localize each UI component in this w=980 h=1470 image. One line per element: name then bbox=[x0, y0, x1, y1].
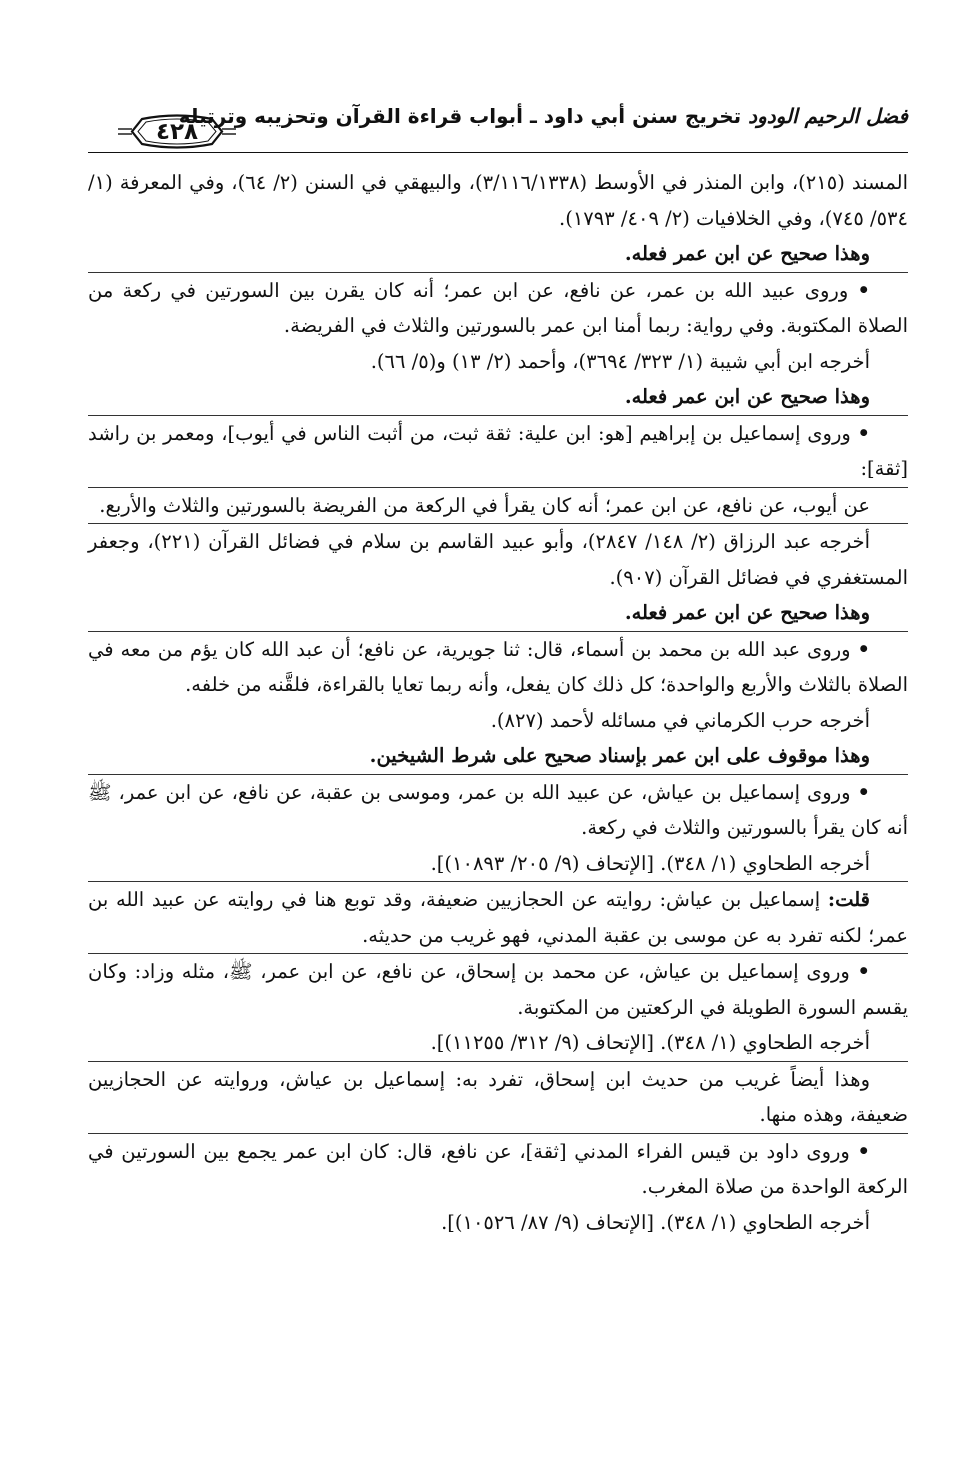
paragraph-text: أخرجه حرب الكرماني في مسائله لأحمد (٨٢٧). bbox=[490, 708, 870, 732]
paragraph-15 bbox=[88, 881, 908, 953]
paragraph-text: أخرجه ابن أبي شيبة (١/ ٣٢٣/ ٣٦٩٤)، وأحمد (٢/ ١٣) و(٥/ ٦٦). bbox=[370, 349, 870, 373]
paragraph-2 bbox=[88, 236, 908, 272]
paragraph-11 bbox=[88, 703, 908, 739]
paragraph-12 bbox=[88, 738, 908, 774]
page-body bbox=[88, 165, 908, 1240]
running-title bbox=[178, 104, 908, 128]
paragraph-text: المسند (٢١٥)، وابن المنذر في الأوسط (٣/١١٦/١٣٣٨)، والبيهقي في السنن (٢/ ٦٤)، وفي المعرفة (١/ ٥٣٤/ ٧٤٥)، وفي الخلافيات (٢/ ٤٠٩/ ١٧٩٣). bbox=[88, 171, 908, 230]
page-number: ٤٢٨ bbox=[155, 119, 199, 145]
bullet-icon: • bbox=[857, 780, 870, 804]
paragraph-text: أخرجه الطحاوي (١/ ٣٤٨). [الإتحاف (٩/ ٢٠٥/ ١٠٨٩٣)]. bbox=[430, 851, 870, 875]
paragraph-6 bbox=[88, 415, 908, 487]
running-title-text: تخريج سنن أبي داود ـ أبواب قراءة القرآن وتحزيبه وترتيله bbox=[178, 104, 742, 128]
paragraph-7 bbox=[88, 487, 908, 524]
paragraph-16 bbox=[88, 953, 908, 1025]
running-title-script: فضل الرحيم الودود bbox=[748, 104, 908, 128]
bullet-icon: • bbox=[857, 960, 870, 983]
paragraph-text: وروى عبد الله بن محمد بن أسماء، قال: ثنا جويرية، عن نافع؛ أن عبد الله كان يؤم من معه في الصلاة بالثلاث والأربع والواحدة؛ كل ذلك كان يفعل، وأنه ربما تعايا بالقراءة، فلقَّنه من خلفه. bbox=[88, 637, 908, 696]
paragraph-9 bbox=[88, 595, 908, 631]
bullet-icon: • bbox=[857, 637, 870, 661]
bullet-icon: • bbox=[857, 278, 871, 302]
paragraph-text: أخرجه الطحاوي (١/ ٣٤٨). [الإتحاف (٩/ ٨٧/ ١٠٥٢٦)]. bbox=[441, 1210, 870, 1234]
paragraph-5 bbox=[88, 379, 908, 415]
paragraph-10 bbox=[88, 631, 908, 703]
bullet-icon: • bbox=[857, 1139, 870, 1163]
paragraph-text: وهذا أيضاً غريب من حديث ابن إسحاق، تفرد به: إسماعيل بن عياش، وروايته عن الحجازيين ضعيفة، وهذه منها. bbox=[88, 1067, 908, 1126]
paragraph-text: وهذا موقوف على ابن عمر بإسناد صحيح على شرط الشيخين. bbox=[369, 744, 870, 767]
paragraph-text: وروى إسماعيل بن إبراهيم [هو: ابن علية: ثقة ثبت، من أثبت الناس في أيوب]، ومعمر بن راشد [ثقة]: bbox=[88, 421, 908, 480]
paragraph-text: وهذا صحيح عن ابن عمر فعله. bbox=[624, 601, 870, 624]
paragraph-20 bbox=[88, 1205, 908, 1241]
bullet-icon: • bbox=[857, 421, 870, 445]
paragraph-text: أخرجه عبد الرزاق (٢/ ١٤٨/ ٢٨٤٧)، وأبو عبيد القاسم بن سلام في فضائل القرآن (٢٢١)، وجعفر المستغفري في فضائل القرآن (٩٠٧). bbox=[88, 530, 908, 589]
paragraph-text: وروى إسماعيل بن عياش، عن محمد بن إسحاق، عن نافع، عن ابن عمر، ﷺ، مثله وزاد: وكان يقسم السورة الطويلة في الركعتين من المكتوبة. bbox=[88, 960, 908, 1019]
paragraph-text: وروى إسماعيل بن عياش، عن عبيد الله بن عمر، وموسى بن عقبة، عن نافع، عن ابن عمر، ﷺ أنه كان يقرأ بالسورتين والثلاث في ركعة. bbox=[88, 780, 908, 839]
paragraph-13 bbox=[88, 774, 908, 846]
paragraph-lead: قلت: bbox=[827, 888, 870, 911]
paragraph-19 bbox=[88, 1133, 908, 1205]
paragraph-text: وروى عبيد الله بن عمر، عن نافع، عن ابن عمر؛ أنه كان يقرن بين السورتين في ركعة من الصلاة المكتوبة. وفي رواية: ربما أمنا ابن عمر بالسورتين والثلاث في الفريضة. bbox=[88, 278, 908, 337]
paragraph-text: وهذا صحيح عن ابن عمر فعله. bbox=[624, 242, 870, 265]
paragraph-text: إسماعيل بن عياش: روايته عن الحجازيين ضعيفة، وقد توبع هنا في روايته عن عبيد الله بن عمر؛ لكنه تفرد به عن موسى بن عقبة المدني، فهو غريب من حديثه. bbox=[88, 888, 908, 947]
paragraph-3 bbox=[88, 272, 908, 344]
paragraph-text: وروى داود بن قيس الفراء المدني [ثقة]، عن نافع، قال: كان ابن عمر يجمع بين السورتين في الركعة الواحدة من صلاة المغرب. bbox=[88, 1139, 908, 1198]
paragraph-17 bbox=[88, 1025, 908, 1061]
paragraph-14 bbox=[88, 846, 908, 882]
paragraph-text: أخرجه الطحاوي (١/ ٣٤٨). [الإتحاف (٩/ ٣١٢/ ١١٢٥٥)]. bbox=[430, 1031, 870, 1054]
page-header bbox=[88, 92, 908, 152]
paragraph-text: عن أيوب، عن نافع، عن ابن عمر؛ أنه كان يقرأ في الركعة من الفريضة بالسورتين والثلاث والأربع. bbox=[99, 493, 870, 517]
paragraph-18 bbox=[88, 1061, 908, 1133]
header-divider bbox=[88, 152, 908, 153]
paragraph-1 bbox=[88, 165, 908, 236]
paragraph-8 bbox=[88, 523, 908, 595]
paragraph-4 bbox=[88, 344, 908, 380]
page-number-badge bbox=[118, 112, 236, 152]
paragraph-text: وهذا صحيح عن ابن عمر فعله. bbox=[624, 385, 870, 408]
